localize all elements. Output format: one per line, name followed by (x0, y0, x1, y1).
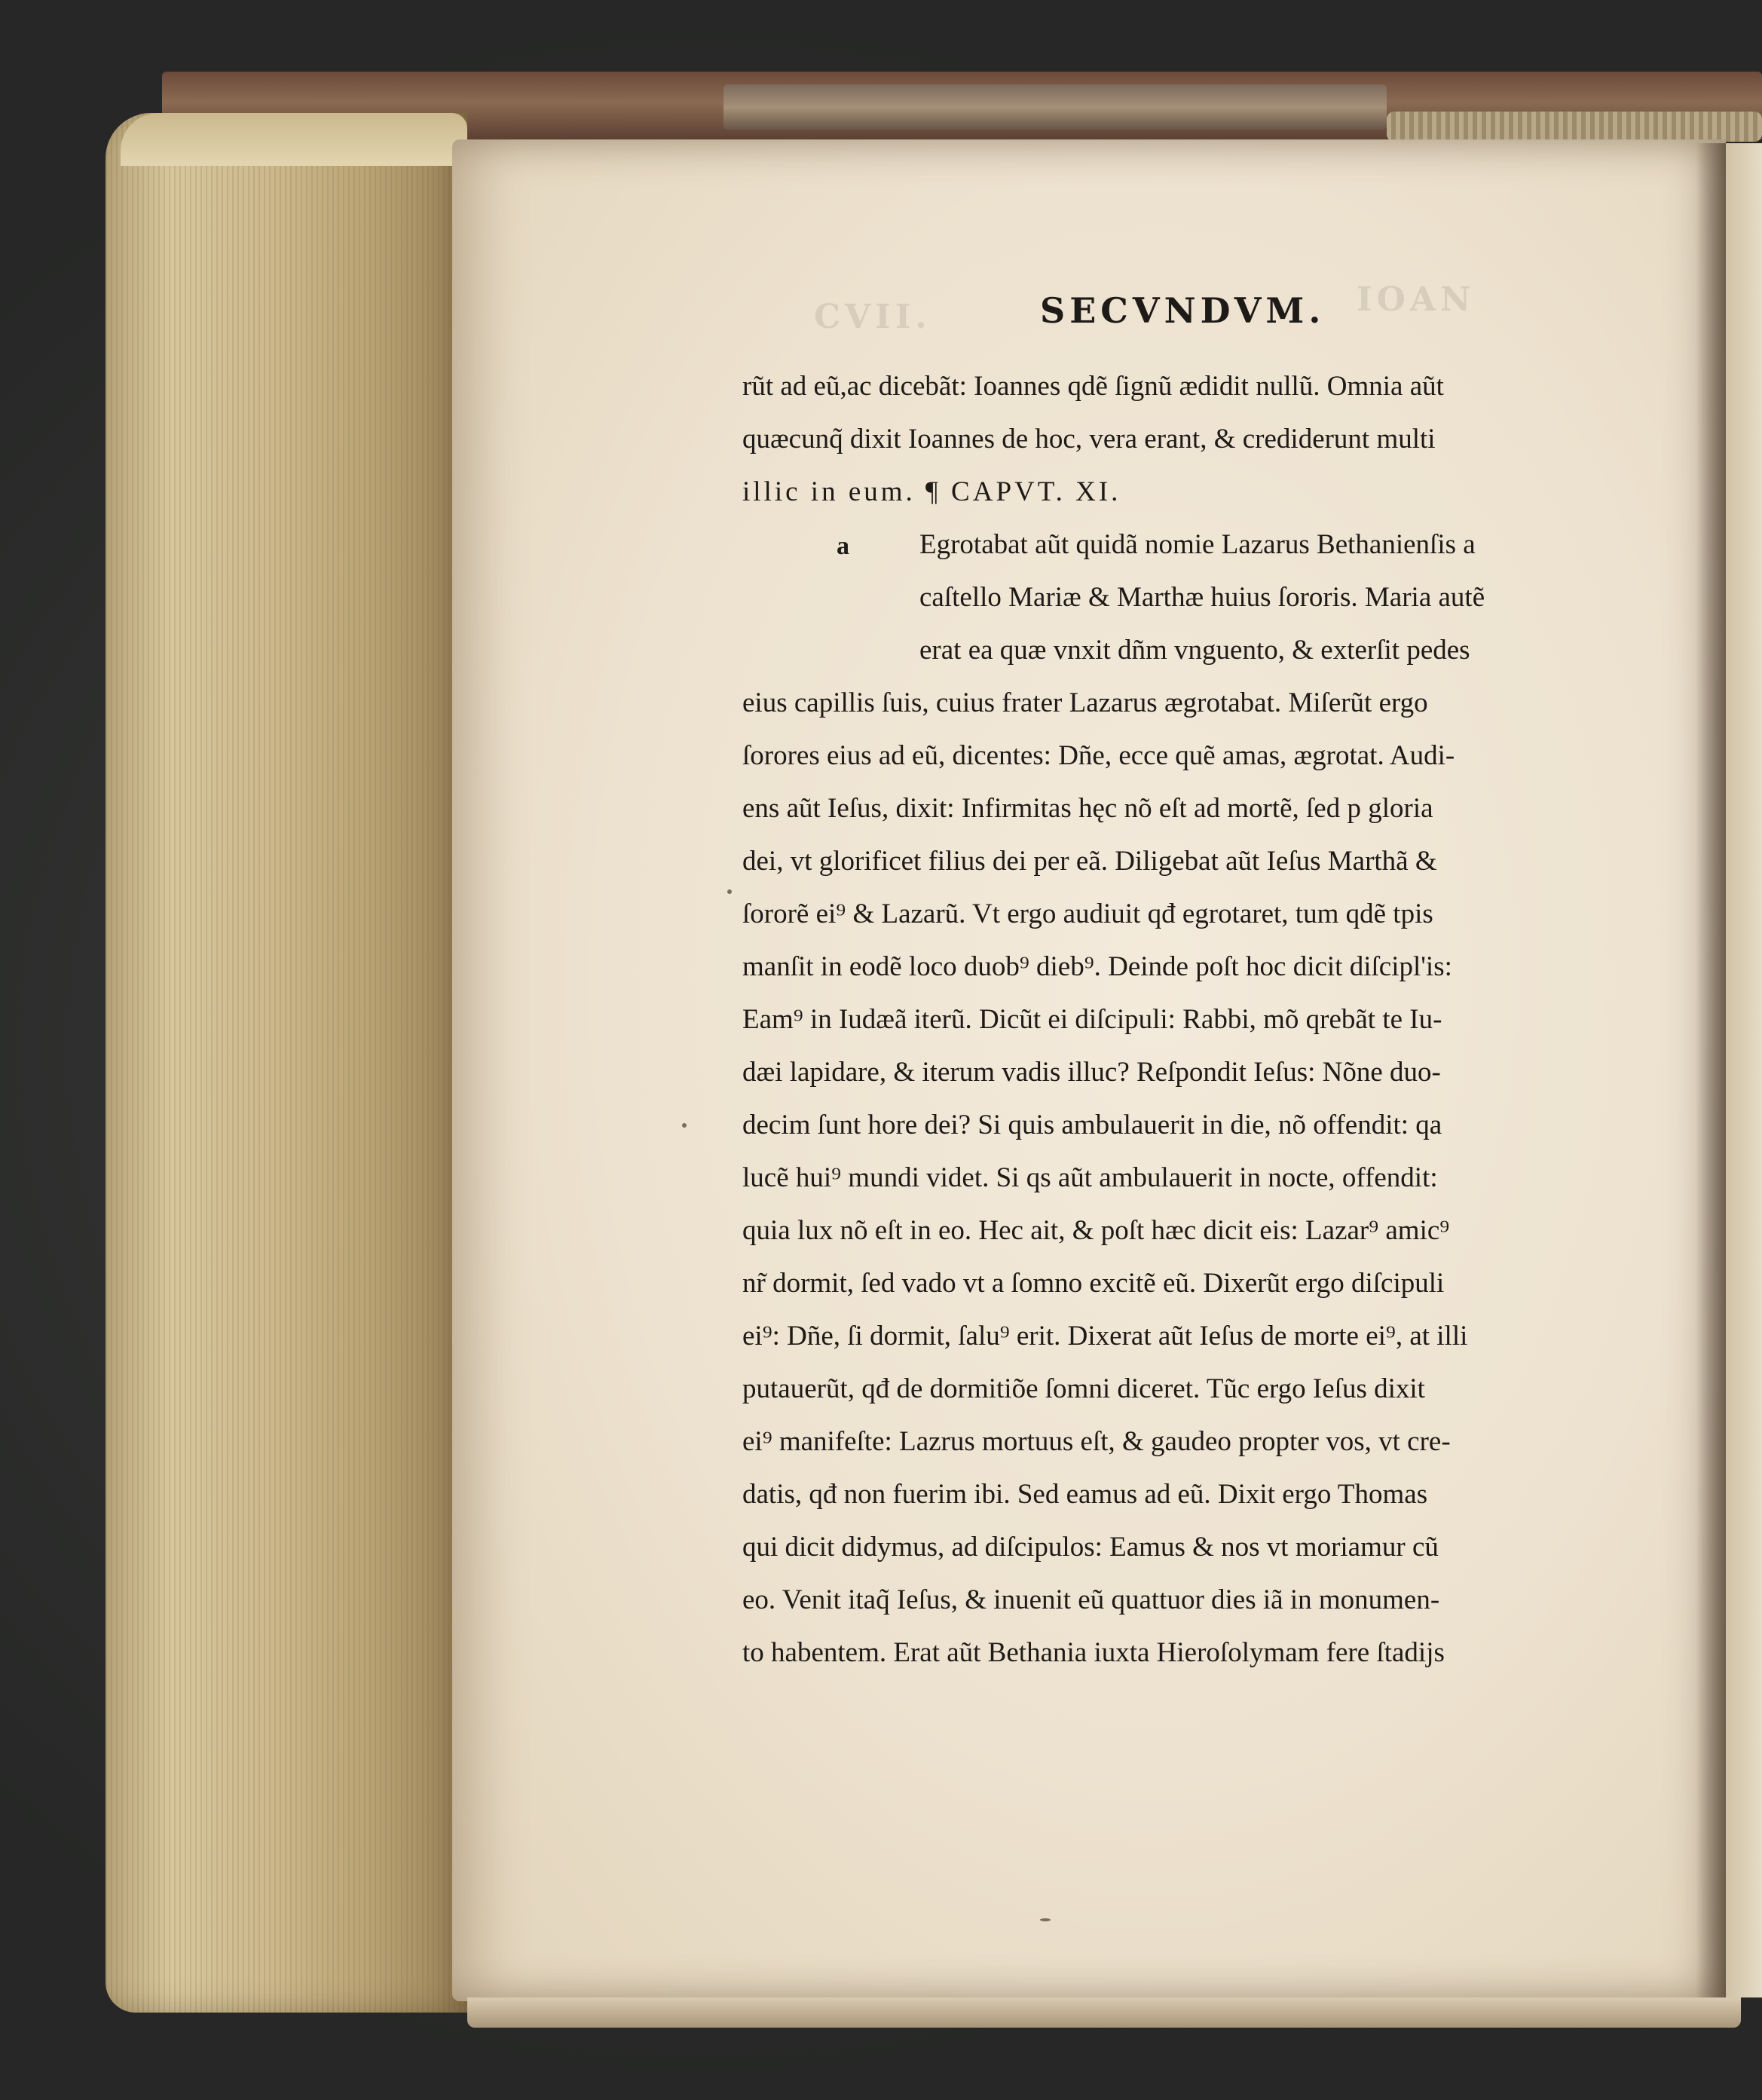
margin-marker: a (837, 532, 849, 560)
text-line: decim ſunt hore dei? Si quis ambulauerit in die, nõ offendit: qa (742, 1110, 1442, 1140)
text-line: Egrotabat aũt quidã nomie Lazarus Bethanienſis a (919, 529, 1476, 560)
text-line: Eam⁹ in Iudæã iterũ. Dicũt ei diſcipuli: Rabbi, mõ qrebãt te Iu- (742, 1004, 1442, 1035)
text-line: ſororẽ ei⁹ & Lazarũ. Vt ergo audiuit qđ egrotaret, tum qdẽ tpis (742, 898, 1433, 929)
text-line: ei⁹: Dñe, ſi dormit, ſalu⁹ erit. Dixerat aũt Ieſus de morte ei⁹, at illi (742, 1321, 1468, 1352)
chapter-heading: illic in eum. ¶ CAPVT. XI. (742, 476, 1121, 507)
bleed-through-title: IOAN (1357, 280, 1476, 319)
text-line: qui dicit didymus, ad diſcipulos: Eamus & nos vt moriamur cũ (742, 1532, 1439, 1563)
text-line: nr̃ dormit, ſed vado vt a ſomno excitẽ eũ. Dixerũt ergo diſcipuli (742, 1268, 1445, 1299)
text-line: ei⁹ manifeſte: Lazrus mortuus eſt, & gaudeo propter vos, vt cre- (742, 1426, 1451, 1457)
page-bottom-edge (467, 1997, 1741, 2028)
text-line: manſit in eodẽ loco duob⁹ dieb⁹. Deinde poſt hoc dicit diſcipl'is: (742, 951, 1452, 982)
text-block (742, 360, 1681, 1679)
headband-thread (1387, 112, 1762, 142)
text-line: dæi lapidare, & iterum vadis illuc? Reſpondit Ieſus: Nõne duo- (742, 1057, 1441, 1088)
paper-speck (727, 889, 732, 894)
paper-speck (682, 1123, 687, 1128)
text-line: quæcunq̃ dixit Ioannes de hoc, vera erant, & crediderunt multi (742, 424, 1436, 455)
text-line: lucẽ hui⁹ mundi videt. Si qs aũt ambulauerit in nocte, offendit: (742, 1162, 1438, 1193)
text-line: rũt ad eũ,ac dicebãt: Ioannes qdẽ ſignũ ædidit nullũ. Omnia aũt (742, 371, 1444, 402)
paper-speck (1040, 1918, 1051, 1921)
running-header: SECVNDVM. (1040, 290, 1326, 331)
text-line: eius capillis ſuis, cuius frater Lazarus ægrotabat. Miſerũt ergo (742, 687, 1428, 718)
text-line: eo. Venit itaq̃ Ieſus, & inuenit eũ quattuor dies iã in monumen- (742, 1584, 1440, 1615)
text-line: ſorores eius ad eũ, dicentes: Dñe, ecce quẽ amas, ægrotat. Audi- (742, 740, 1455, 771)
spine-band (723, 84, 1387, 130)
page-stack (106, 113, 467, 2013)
page-stack-top (121, 113, 467, 166)
text-line: quia lux nõ eſt in eo. Hec ait, & poſt hæc dicit eis: Lazar⁹ amic⁹ (742, 1215, 1450, 1246)
text-line: ens aũt Ieſus, dixit: Infirmitas hęc nõ eſt ad mortẽ, ſed p gloria (742, 793, 1433, 824)
text-line: to habentem. Erat aũt Bethania iuxta Hieroſolymam fere ſtadijs (742, 1637, 1445, 1668)
text-line: datis, qđ non fuerim ibi. Sed eamus ad eũ. Dixit ergo Thomas (742, 1479, 1428, 1510)
text-line: dei, vt glorificet filius dei per eã. Diligebat aũt Ieſus Marthã & (742, 846, 1437, 877)
text-line: putauerũt, qđ de dormitiõe ſomni diceret. Tũc ergo Ieſus dixit (742, 1373, 1425, 1404)
facing-page-edge (1726, 143, 1762, 1997)
bleed-through-folio: CVII. (814, 298, 931, 336)
text-line: caſtello Mariæ & Marthæ huius ſororis. Maria autẽ (919, 582, 1485, 613)
text-line: erat ea quæ vnxit dñm vnguento, & exterſit pedes (919, 635, 1470, 666)
